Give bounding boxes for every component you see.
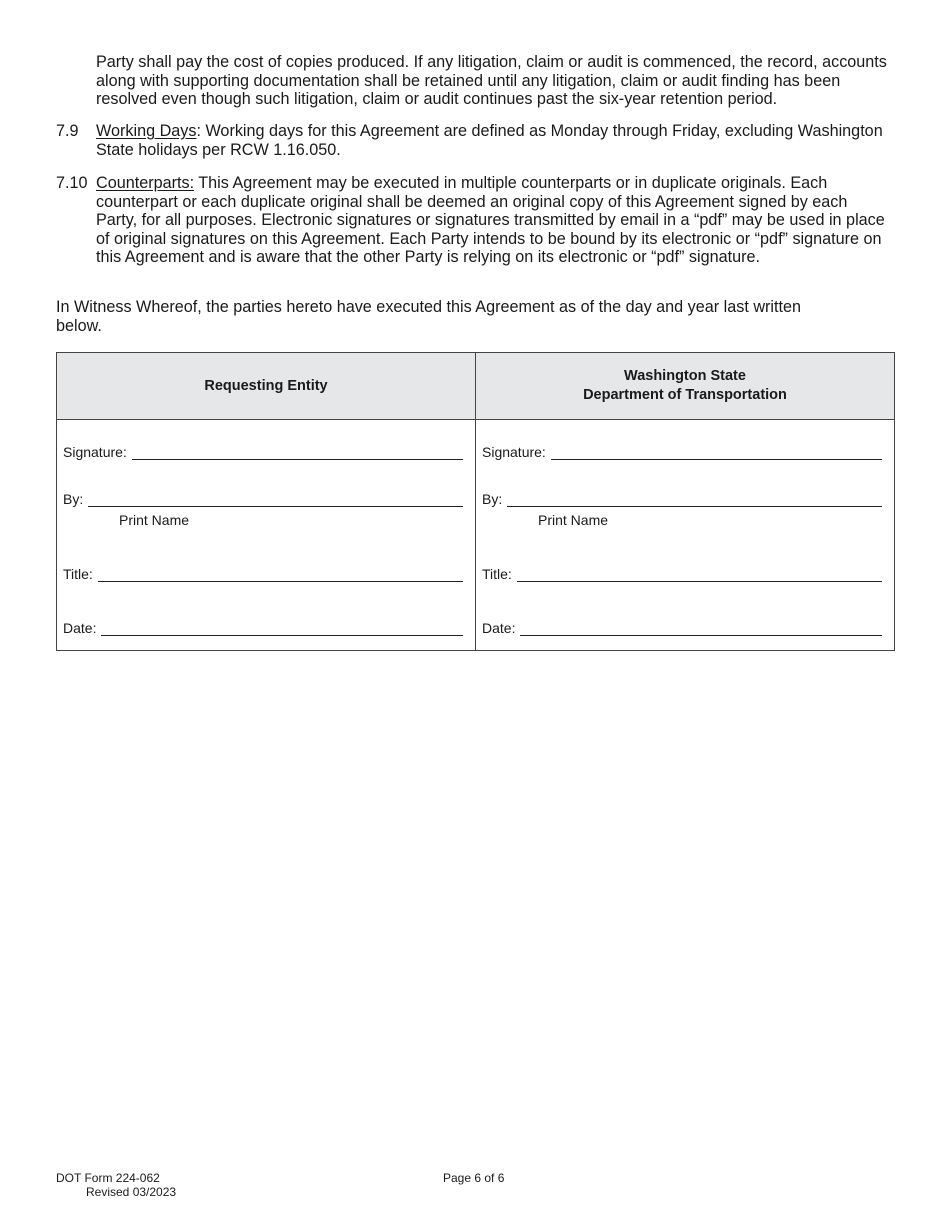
section-number: 7.10 <box>56 174 88 192</box>
section-body <box>96 174 886 267</box>
signature-field[interactable] <box>482 444 882 460</box>
wsdot-header <box>476 353 895 420</box>
section-text: This Agreement may be executed in multiple counterparts or in duplicate originals. Each counterpart or each duplicate original shall be deemed an original copy of this Agreement signed by each Party, for all purposes. Electronic signatures or signatures transmitted by email in a “pdf” may be used in place of original signatures on this Agreement. Each Party intends to be bound by its electronic or “pdf” signature on this Agreement and is aware that the other Party is relying on its electronic or “pdf” signature. <box>96 174 885 267</box>
footer-page-number: Page 6 of 6 <box>443 1171 505 1185</box>
section-heading: Working Days <box>96 122 197 140</box>
date-line[interactable] <box>101 621 463 636</box>
left-header-label: Requesting Entity <box>204 377 328 394</box>
signature-line[interactable] <box>132 445 463 460</box>
signature-label: Signature: <box>482 444 546 460</box>
by-field[interactable] <box>482 491 882 507</box>
title-field[interactable] <box>482 566 882 582</box>
title-field[interactable] <box>63 566 463 582</box>
date-field[interactable] <box>482 620 882 636</box>
signature-line[interactable] <box>551 445 882 460</box>
print-name-label: Print Name <box>538 512 609 528</box>
signature-label: Signature: <box>63 444 127 460</box>
wsdot-signature-block <box>476 420 895 651</box>
date-line[interactable] <box>520 621 882 636</box>
section-heading: Counterparts: <box>96 174 195 192</box>
title-line[interactable] <box>517 567 882 582</box>
title-label: Title: <box>63 566 93 582</box>
by-label: By: <box>63 491 84 507</box>
by-line[interactable] <box>507 492 882 507</box>
by-field[interactable] <box>63 491 463 507</box>
right-header-line2: Department of Transportation <box>583 387 787 403</box>
title-label: Title: <box>482 566 512 582</box>
by-label: By: <box>482 491 503 507</box>
footer-revised-date: Revised 03/2023 <box>86 1185 177 1199</box>
section-text: Working days for this Agreement are defined as Monday through Friday, excluding Washington State holidays per RCW 1.16.050. <box>96 122 883 159</box>
continuation-paragraph: Party shall pay the cost of copies produced. If any litigation, claim or audit is commenced, the record, accounts along with supporting documentation shall be retained until any litigation, claim or audit finding has been resolved even though such litigation, claim or audit continues past the six-year retention period. <box>96 53 887 109</box>
section-number: 7.9 <box>56 122 79 140</box>
right-header-line1: Washington State <box>624 368 746 384</box>
by-line[interactable] <box>88 492 463 507</box>
print-name-label: Print Name <box>119 512 190 528</box>
signature-table <box>56 352 895 651</box>
requesting-entity-header <box>57 353 476 420</box>
title-line[interactable] <box>98 567 463 582</box>
requesting-entity-signature-block <box>57 420 476 651</box>
date-label: Date: <box>63 620 97 636</box>
date-label: Date: <box>482 620 516 636</box>
signature-field[interactable] <box>63 444 463 460</box>
footer-form-number: DOT Form 224-062 <box>56 1171 160 1185</box>
witness-paragraph: In Witness Whereof, the parties hereto have executed this Agreement as of the day and year last written below. <box>56 298 802 335</box>
section-body <box>96 122 886 159</box>
date-field[interactable] <box>63 620 463 636</box>
section-separator: : <box>196 122 201 140</box>
